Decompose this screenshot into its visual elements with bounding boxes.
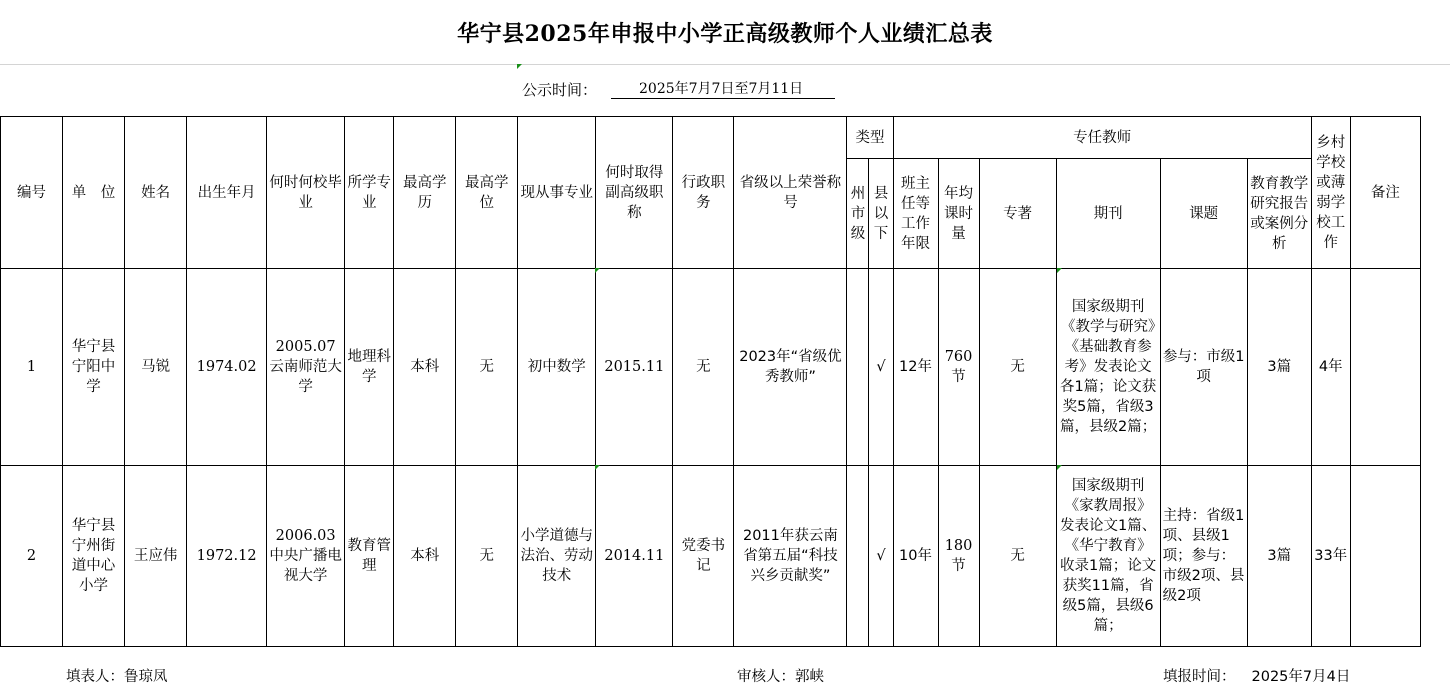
cell-type-county: √ bbox=[869, 269, 893, 466]
comment-marker bbox=[595, 465, 600, 470]
cell-edu: 本科 bbox=[394, 466, 456, 647]
fill-date bbox=[1163, 660, 1350, 690]
header-report: 教育教学研究报告或案例分析 bbox=[1247, 159, 1311, 269]
cell-rural: 33年 bbox=[1311, 466, 1350, 647]
cell-unit: 华宁县宁州街道中心小学 bbox=[63, 466, 125, 647]
cell-monograph: 无 bbox=[979, 269, 1056, 466]
cell-project: 参与：市级1项 bbox=[1160, 269, 1247, 466]
cell-birth: 1974.02 bbox=[187, 269, 267, 466]
comment-marker bbox=[517, 64, 522, 69]
cell-type-city bbox=[847, 466, 869, 647]
cell-birth: 1972.12 bbox=[187, 466, 267, 647]
header-rural: 乡村学校或薄弱学校工作 bbox=[1311, 117, 1350, 269]
header-hours: 年均课时量 bbox=[938, 159, 979, 269]
header-honor: 省级以上荣誉称号 bbox=[734, 117, 847, 269]
cell-class-years: 12年 bbox=[893, 269, 938, 466]
header-monograph: 专著 bbox=[979, 159, 1056, 269]
cell-degree: 无 bbox=[456, 269, 518, 466]
cell-admin: 党委书记 bbox=[673, 466, 734, 647]
header-type-county: 县以下 bbox=[869, 159, 893, 269]
header-degree: 最高学位 bbox=[456, 117, 518, 269]
summary-table bbox=[0, 116, 1421, 647]
header-grad: 何时何校毕业 bbox=[267, 117, 345, 269]
header-type: 类型 bbox=[847, 117, 893, 159]
table-row bbox=[1, 466, 1421, 647]
header-name: 姓名 bbox=[125, 117, 187, 269]
cell-journal: 国家级期刊《教学与研究》《基础教育参考》发表论文各1篇；论文获奖5篇，省级3篇，县级2篇； bbox=[1056, 269, 1160, 466]
cell-hours: 180节 bbox=[938, 466, 979, 647]
header-subject: 现从事专业 bbox=[518, 117, 596, 269]
header-title-time: 何时取得副高级职称 bbox=[596, 117, 673, 269]
cell-hours: 760节 bbox=[938, 269, 979, 466]
cell-journal: 国家级期刊《家教周报》发表论文1篇、《华宁教育》收录1篇；论文获奖11篇，省级5篇，县级6篇； bbox=[1056, 466, 1160, 647]
header-admin: 行政职务 bbox=[673, 117, 734, 269]
notice-value: 2025年7月7日至7月11日 bbox=[611, 80, 835, 99]
cell-remark bbox=[1350, 269, 1420, 466]
header-project: 课题 bbox=[1160, 159, 1247, 269]
cell-remark bbox=[1350, 466, 1420, 647]
cell-grad: 2005.07云南师范大学 bbox=[267, 269, 345, 466]
fill-date-value: 2025年7月4日 bbox=[1251, 668, 1351, 685]
cell-admin: 无 bbox=[673, 269, 734, 466]
header-remark: 备注 bbox=[1350, 117, 1420, 269]
header-unit: 单 位 bbox=[63, 117, 125, 269]
header-type-city: 州市级 bbox=[847, 159, 869, 269]
header-id: 编号 bbox=[1, 117, 63, 269]
cell-report: 3篇 bbox=[1247, 269, 1311, 466]
cell-grad: 2006.03中央广播电视大学 bbox=[267, 466, 345, 647]
header-class-years: 班主任等工作年限 bbox=[893, 159, 938, 269]
cell-unit: 华宁县宁阳中学 bbox=[63, 269, 125, 466]
header-journal: 期刊 bbox=[1056, 159, 1160, 269]
fill-date-label: 填报时间： bbox=[1163, 668, 1236, 685]
page-title: 华宁县2025年申报中小学正高级教师个人业绩汇总表 bbox=[0, 0, 1450, 65]
cell-type-county: √ bbox=[869, 466, 893, 647]
cell-name: 王应伟 bbox=[125, 466, 187, 647]
header-major: 所学专业 bbox=[345, 117, 394, 269]
cell-class-years: 10年 bbox=[893, 466, 938, 647]
cell-degree: 无 bbox=[456, 466, 518, 647]
cell-rural: 4年 bbox=[1311, 269, 1350, 466]
cell-report: 3篇 bbox=[1247, 466, 1311, 647]
cell-monograph: 无 bbox=[979, 466, 1056, 647]
cell-id: 2 bbox=[1, 466, 63, 647]
cell-project: 主持：省级1项、县级1项；参与：市级2项、县级2项 bbox=[1160, 466, 1247, 647]
header-edu: 最高学历 bbox=[394, 117, 456, 269]
header-birth: 出生年月 bbox=[187, 117, 267, 269]
cell-honor: 2023年“省级优秀教师” bbox=[734, 269, 847, 466]
cell-name: 马锐 bbox=[125, 269, 187, 466]
cell-major: 教育管理 bbox=[345, 466, 394, 647]
cell-edu: 本科 bbox=[394, 269, 456, 466]
cell-subject: 初中数学 bbox=[518, 269, 596, 466]
reviewer-label: 审核人：郭峡 bbox=[737, 668, 824, 685]
notice-line bbox=[522, 78, 835, 100]
cell-id: 1 bbox=[1, 269, 63, 466]
comment-marker bbox=[595, 268, 600, 273]
cell-honor: 2011年获云南省第五届“科技兴乡贡献奖” bbox=[734, 466, 847, 647]
filler-label: 填表人：鲁琼凤 bbox=[66, 668, 168, 685]
table-row bbox=[1, 269, 1421, 466]
notice-label: 公示时间： bbox=[522, 80, 598, 99]
cell-title-time: 2014.11 bbox=[596, 466, 673, 647]
header-fulltime: 专任教师 bbox=[893, 117, 1311, 159]
comment-marker bbox=[1057, 465, 1062, 470]
cell-subject: 小学道德与法治、劳动技术 bbox=[518, 466, 596, 647]
cell-title-time: 2015.11 bbox=[596, 269, 673, 466]
cell-type-city bbox=[847, 269, 869, 466]
cell-major: 地理科学 bbox=[345, 269, 394, 466]
comment-marker bbox=[1057, 268, 1062, 273]
